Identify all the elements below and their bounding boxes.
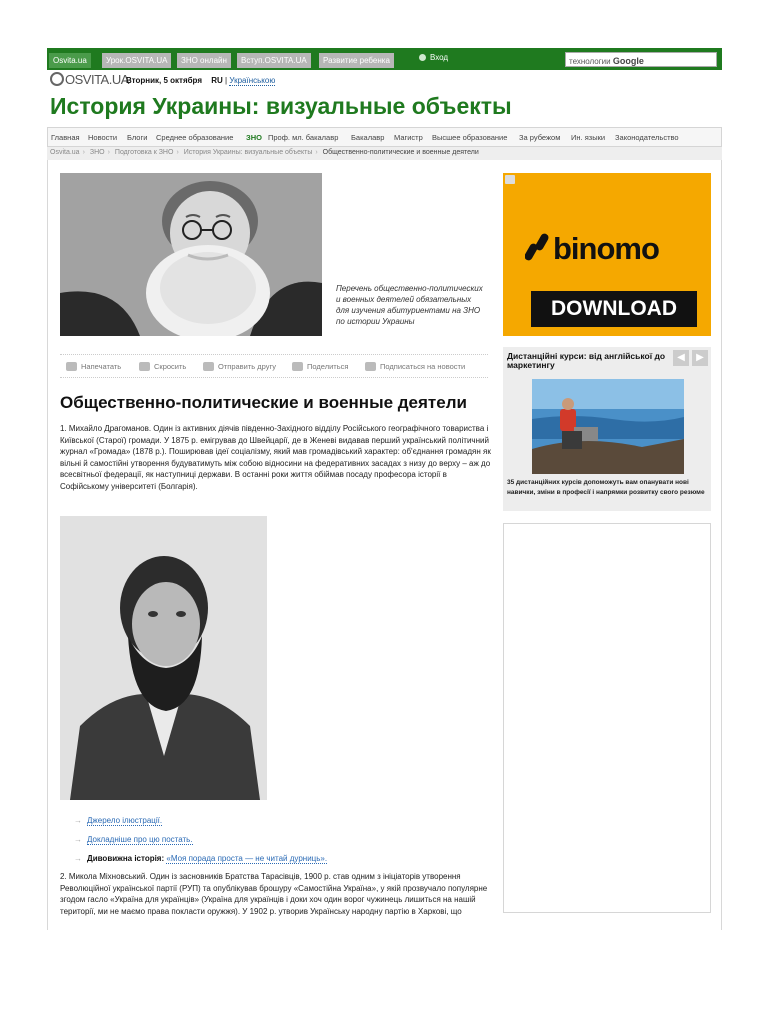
nav-item-bachelor[interactable]: Бакалавр — [351, 133, 385, 142]
article-tools — [60, 354, 488, 378]
ad-brand: binomo — [553, 231, 659, 266]
print-label: Напечатать — [81, 362, 122, 371]
nav-item-master[interactable]: Магистр — [394, 133, 423, 142]
nav-item-news[interactable]: Новости — [88, 133, 118, 142]
main-nav — [47, 127, 722, 147]
next-arrow-icon[interactable]: ▶ — [692, 350, 708, 366]
send-friend-label: Отправить другу — [218, 362, 276, 371]
tab-urok[interactable]: Урок.OSVITA.UA — [102, 53, 171, 68]
copy-icon — [139, 362, 150, 371]
more-link[interactable]: Докладніше про цю постать. — [87, 835, 193, 844]
breadcrumb-item[interactable]: История Украины: визуальные объекты — [183, 149, 313, 156]
printer-icon — [66, 362, 77, 371]
date-line — [126, 76, 275, 85]
breadcrumb-sep-icon: › — [82, 149, 85, 156]
at-icon — [203, 362, 214, 371]
nav-item-higher[interactable]: Высшее образование — [432, 133, 508, 142]
portrait-photo-drahomanov — [60, 173, 322, 336]
tab-zno-online[interactable]: ЗНО онлайн — [177, 53, 231, 68]
breadcrumb-sep-icon: › — [176, 149, 179, 156]
page-title: История Украины: визуальные объекты — [50, 93, 512, 119]
widget-image[interactable] — [532, 379, 684, 474]
tab-osvita[interactable]: Osvita.ua — [49, 53, 91, 68]
portrait-photo-mikhnovskyi — [60, 516, 267, 800]
article-links — [74, 811, 327, 868]
user-icon — [419, 54, 426, 61]
article-paragraph-1: 1. Михайло Драгоманов. Один із активних діячів південно-Західного відділу Російського географічного товариства і Київської (Старої) громади. У 1875 р. емігрував до Швейцарії, де в Женеві видавав перший український політичний журнал «Громада» (1878 р.). Поширював ідеї соціалізму, який мав громадівський характер: об'єднання громадян як вільні й самостійні утворення будуватимуть між собою відносини на федеративних засадах з низу до верху – аж до всесвітньої федерації, як наступниці держави. В останні роки життя обіймав посаду професора історії в Софійському університеті (Болгарія). — [60, 424, 491, 491]
nav-item-zno[interactable]: ЗНО — [246, 133, 262, 142]
tab-development[interactable]: Развитие ребенка — [319, 53, 394, 68]
logo-text: OSVITA.UA — [65, 72, 129, 87]
nav-item-abroad[interactable]: За рубежом — [519, 133, 561, 142]
arrow-icon: → — [74, 816, 82, 825]
breadcrumb-current: Общественно-политические и военные деятели — [322, 149, 479, 156]
search-placeholder: технологии — [569, 57, 611, 66]
list-item — [74, 849, 327, 868]
google-logo: Google — [612, 56, 644, 66]
story-label: Дивовижна історія: — [87, 854, 165, 863]
copy-button[interactable] — [139, 362, 186, 371]
breadcrumb-item[interactable]: ЗНО — [89, 149, 105, 156]
courses-widget — [503, 347, 711, 511]
breadcrumb-item[interactable]: Подготовка к ЗНО — [114, 149, 174, 156]
breadcrumb-item[interactable]: Osvita.ua — [50, 149, 80, 156]
share-button[interactable] — [292, 362, 348, 371]
tab-vstup[interactable]: Вступ.OSVITA.UA — [237, 53, 311, 68]
arrow-icon: → — [74, 835, 82, 844]
breadcrumb — [47, 147, 722, 160]
photo-caption: Перечень общественно-политических и военных деятелей обязательных для изучения абитуриентами на ЗНО по истории Украины — [336, 284, 483, 326]
prev-arrow-icon[interactable]: ◀ — [673, 350, 689, 366]
ad-download-button[interactable]: DOWNLOAD — [531, 291, 697, 327]
subscribe-button[interactable] — [365, 362, 465, 371]
share-icon — [292, 362, 303, 371]
nav-item-languages[interactable]: Ин. языки — [571, 133, 606, 142]
site-logo[interactable] — [50, 72, 129, 87]
nav-item-secondary[interactable]: Среднее образование — [156, 133, 234, 142]
breadcrumb-sep-icon: › — [107, 149, 110, 156]
widget-text[interactable]: 35 дистанційних курсів допоможуть вам опанувати нові навички, зміни в професії і напрямки розвитку свого резюме — [507, 479, 705, 496]
sidebar-empty-block — [503, 523, 711, 913]
top-bar — [47, 48, 722, 70]
story-link[interactable]: «Моя порада проста — не читай дурниць». — [166, 854, 328, 863]
login-label: Вход — [430, 53, 449, 62]
advertisement-banner[interactable] — [503, 173, 711, 336]
subscribe-label: Подписаться на новости — [380, 362, 466, 371]
search-input[interactable] — [565, 52, 717, 67]
breadcrumb-sep-icon: › — [315, 149, 318, 156]
nav-item-blogs[interactable]: Блоги — [127, 133, 148, 142]
copy-label: Скросить — [154, 362, 187, 371]
nav-item-law[interactable]: Законодательство — [615, 133, 679, 142]
ad-choices-icon[interactable] — [505, 175, 515, 184]
logo-icon — [50, 72, 64, 86]
lang-ua-link[interactable]: Українською — [229, 76, 276, 85]
checkmark-icon — [365, 362, 376, 371]
send-friend-button[interactable] — [203, 362, 276, 371]
widget-title[interactable]: Дистанційні курси: від англійської до маркетингу — [507, 351, 666, 370]
login-link[interactable] — [419, 53, 448, 62]
list-item — [74, 811, 327, 830]
list-item — [74, 830, 327, 849]
share-label: Поделиться — [307, 362, 349, 371]
binomo-logo-icon — [525, 231, 551, 265]
lang-separator: | — [225, 76, 228, 85]
arrow-icon: → — [74, 854, 82, 863]
nav-item-junior-bachelor[interactable]: Проф. мл. бакалавр — [268, 133, 339, 142]
print-button[interactable] — [66, 362, 121, 371]
lang-ru[interactable]: RU — [211, 76, 223, 85]
source-link[interactable]: Джерело ілюстрації. — [87, 816, 163, 825]
current-date: Вторник, 5 октября — [126, 76, 202, 85]
article-paragraph-2: 2. Микола Міхновський. Один із засновників Братства Тарасівців, 1900 р. став одним з ініціаторів утворення Революційної української партії (РУП) та опублікував брошуру «Самостійна Україна», у якій прозвучало популярне згодом гасло «Україна для українців» (Україна для українців і доки хоч один ворог чужинець лишиться на нашій території, ми не маємо права покласти оружжя). У 1902 р. утворив Українську народну партію в Харкові, що — [60, 872, 488, 916]
nav-item-home[interactable]: Главная — [51, 133, 80, 142]
section-title: Общественно-политические и военные деятели — [60, 393, 467, 412]
